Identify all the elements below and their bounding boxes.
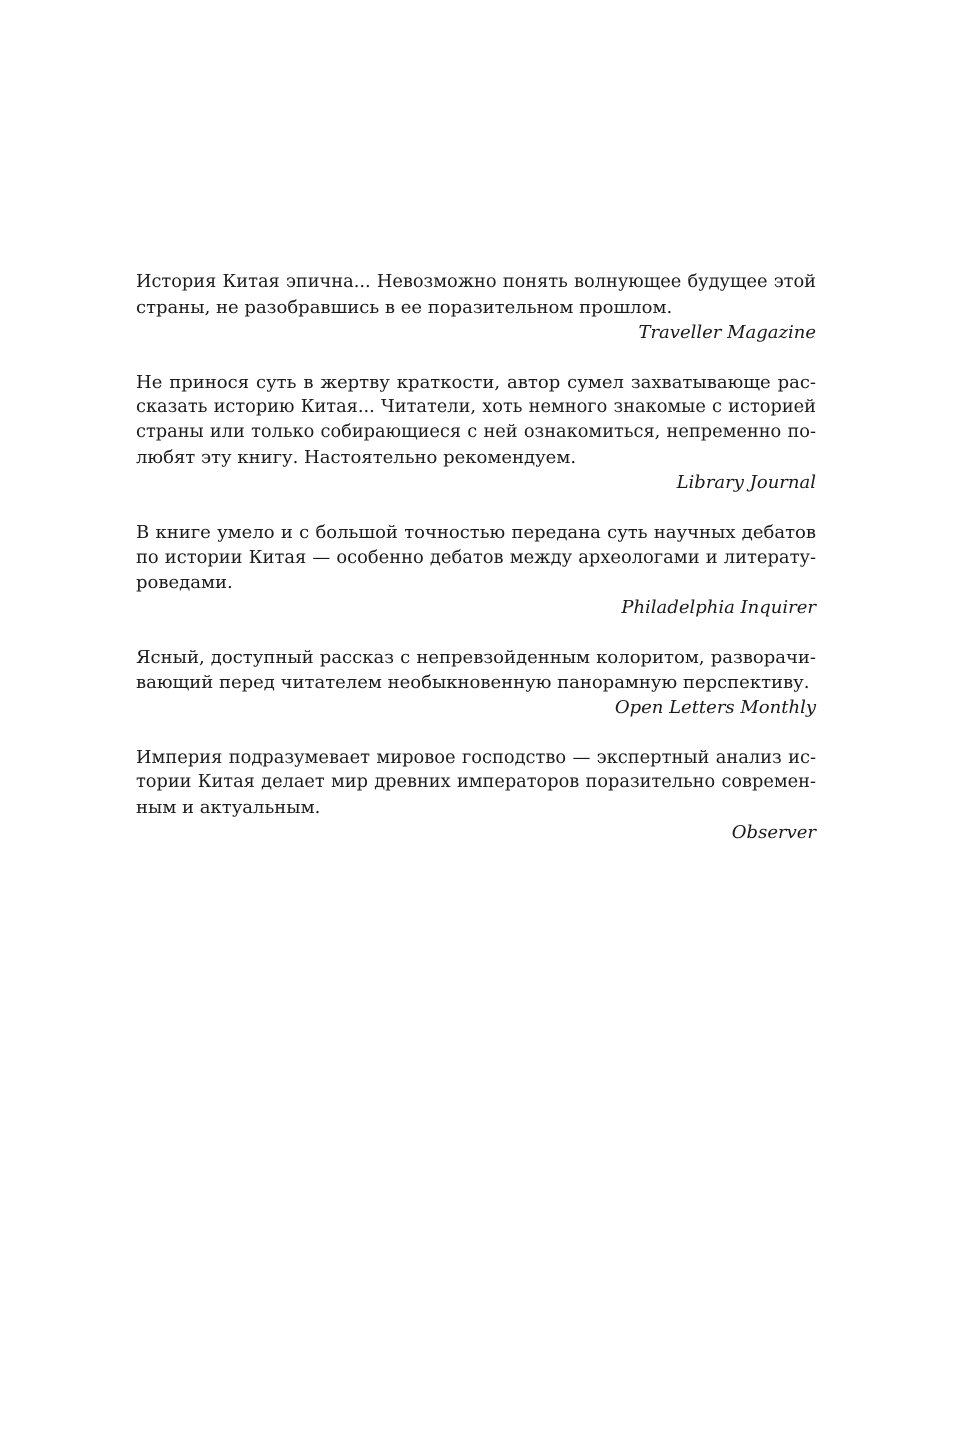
quote-line: вающий перед читателем необыкновенную панорамную перспективу. bbox=[136, 672, 810, 693]
quote-line: Империя подразумевает мировое господство — экспертный анализ ис- bbox=[136, 747, 816, 768]
quote-line: сказать историю Китая... Читатели, хоть немного знакомые с историей bbox=[136, 397, 816, 417]
quote-line: страны или только собирающиеся с ней ознакомиться, непременно по- bbox=[136, 422, 816, 442]
review-blurb bbox=[136, 645, 816, 720]
quote-line: тории Китая делает мир древних императоров поразительно современ- bbox=[136, 772, 816, 792]
quote-line: по истории Китая — особенно дебатов между археологами и литерату- bbox=[136, 547, 816, 568]
review-source: Observer bbox=[731, 822, 816, 843]
review-source: Philadelphia Inquirer bbox=[621, 597, 816, 618]
quote-line: роведами. bbox=[136, 572, 233, 593]
review-source: Open Letters Monthly bbox=[614, 697, 816, 718]
quote-line: История Китая эпична... Невозможно понять волнующее будущее этой bbox=[136, 272, 816, 292]
quote-line: любят эту книгу. Настоятельно рекомендуем. bbox=[136, 447, 577, 468]
review-blurb bbox=[136, 370, 816, 495]
review-blurb bbox=[136, 270, 816, 345]
quote-line: Не принося суть в жертву краткости, автор сумел захватывающе рас- bbox=[136, 372, 816, 393]
quote-line: В книге умело и с большой точностью передана суть научных дебатов bbox=[136, 522, 816, 543]
quote-line: ным и актуальным. bbox=[136, 797, 321, 818]
review-blurb bbox=[136, 520, 816, 620]
review-blurbs bbox=[136, 270, 816, 870]
review-blurb bbox=[136, 745, 816, 845]
quote-line: Ясный, доступный рассказ с непревзойденным колоритом, разворачи- bbox=[136, 647, 816, 668]
review-source: Traveller Magazine bbox=[638, 322, 816, 343]
quote-line: страны, не разобравшись в ее поразительном прошлом. bbox=[136, 297, 673, 318]
review-source: Library Journal bbox=[676, 472, 816, 493]
